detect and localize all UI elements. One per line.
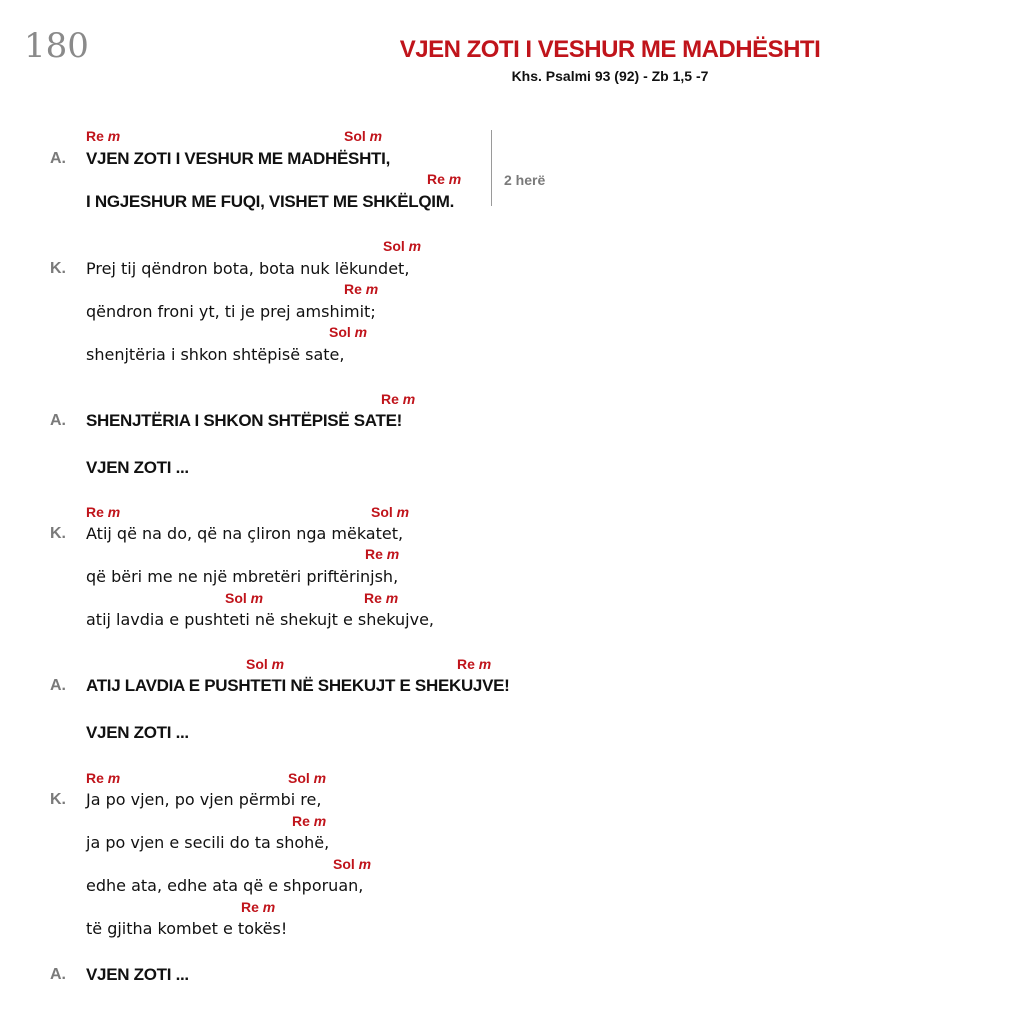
chord-re: Re m (292, 813, 327, 829)
lyric-line: të gjitha kombet e tokës! (86, 919, 288, 938)
lyric-line: qëndron froni yt, ti je prej amshimit; (86, 302, 376, 321)
role-cantor: K. (50, 791, 66, 808)
chord-re: Re m (457, 656, 492, 672)
song-title: VJEN ZOTI I VESHUR ME MADHËSHTI (399, 36, 821, 63)
song-subtitle: Khs. Psalmi 93 (92) - Zb 1,5 -7 (511, 68, 709, 84)
chord-sol: Sol m (371, 504, 410, 520)
chord-sol: Sol m (225, 590, 264, 606)
refrain-line: VJEN ZOTI ... (86, 723, 189, 742)
role-cantor: K. (50, 260, 66, 277)
chord-re: Re m (86, 770, 121, 786)
chord-sol: Sol m (383, 238, 422, 254)
lyric-line: Ja po vjen, po vjen përmbi re, (86, 790, 322, 809)
chord-sol: Sol m (344, 128, 383, 144)
chord-re: Re m (86, 128, 121, 144)
chord-re: Re m (241, 899, 276, 915)
role-assembly: A. (50, 966, 66, 983)
chord-re: Re m (86, 504, 121, 520)
role-assembly: A. (50, 412, 66, 429)
lyric-line: Atij që na do, që na çliron nga mëkatet, (86, 524, 404, 543)
chord-re: Re m (344, 281, 379, 297)
chord-re: Re m (381, 391, 416, 407)
repeat-bracket (491, 130, 492, 206)
refrain-line: VJEN ZOTI ... (86, 965, 189, 984)
refrain-line: VJEN ZOTI ... (86, 458, 189, 477)
lyric-line: ATIJ LAVDIA E PUSHTETI NË SHEKUJT E SHEKUJVE! (86, 676, 510, 695)
chord-re: Re m (427, 171, 462, 187)
chord-re: Re m (364, 590, 399, 606)
lyric-line: shenjtëria i shkon shtëpisë sate, (86, 345, 345, 364)
lyric-line: Prej tij qëndron bota, bota nuk lëkundet, (86, 259, 410, 278)
lyric-line: I NGJESHUR ME FUQI, VISHET ME SHKËLQIM. (86, 192, 455, 211)
chord-sol: Sol m (333, 856, 372, 872)
chord-sol: Sol m (246, 656, 285, 672)
chord-re: Re m (365, 546, 400, 562)
lyric-line: ja po vjen e secili do ta shohë, (86, 833, 330, 852)
role-assembly: A. (50, 150, 66, 167)
lyric-line: edhe ata, edhe ata që e shporuan, (86, 876, 364, 895)
lyric-line: SHENJTËRIA I SHKON SHTËPISË SATE! (86, 411, 402, 430)
chord-sol: Sol m (329, 324, 368, 340)
lyric-line: që bëri me ne një mbretëri priftërinjsh, (86, 567, 399, 586)
chord-sol: Sol m (288, 770, 327, 786)
page-number: 180 (24, 26, 89, 66)
role-assembly: A. (50, 677, 66, 694)
repeat-label: 2 herë (504, 172, 546, 188)
lyric-line: atij lavdia e pushteti në shekujt e shekujve, (86, 610, 435, 629)
role-cantor: K. (50, 525, 66, 542)
lyric-line: VJEN ZOTI I VESHUR ME MADHËSHTI, (86, 149, 390, 168)
